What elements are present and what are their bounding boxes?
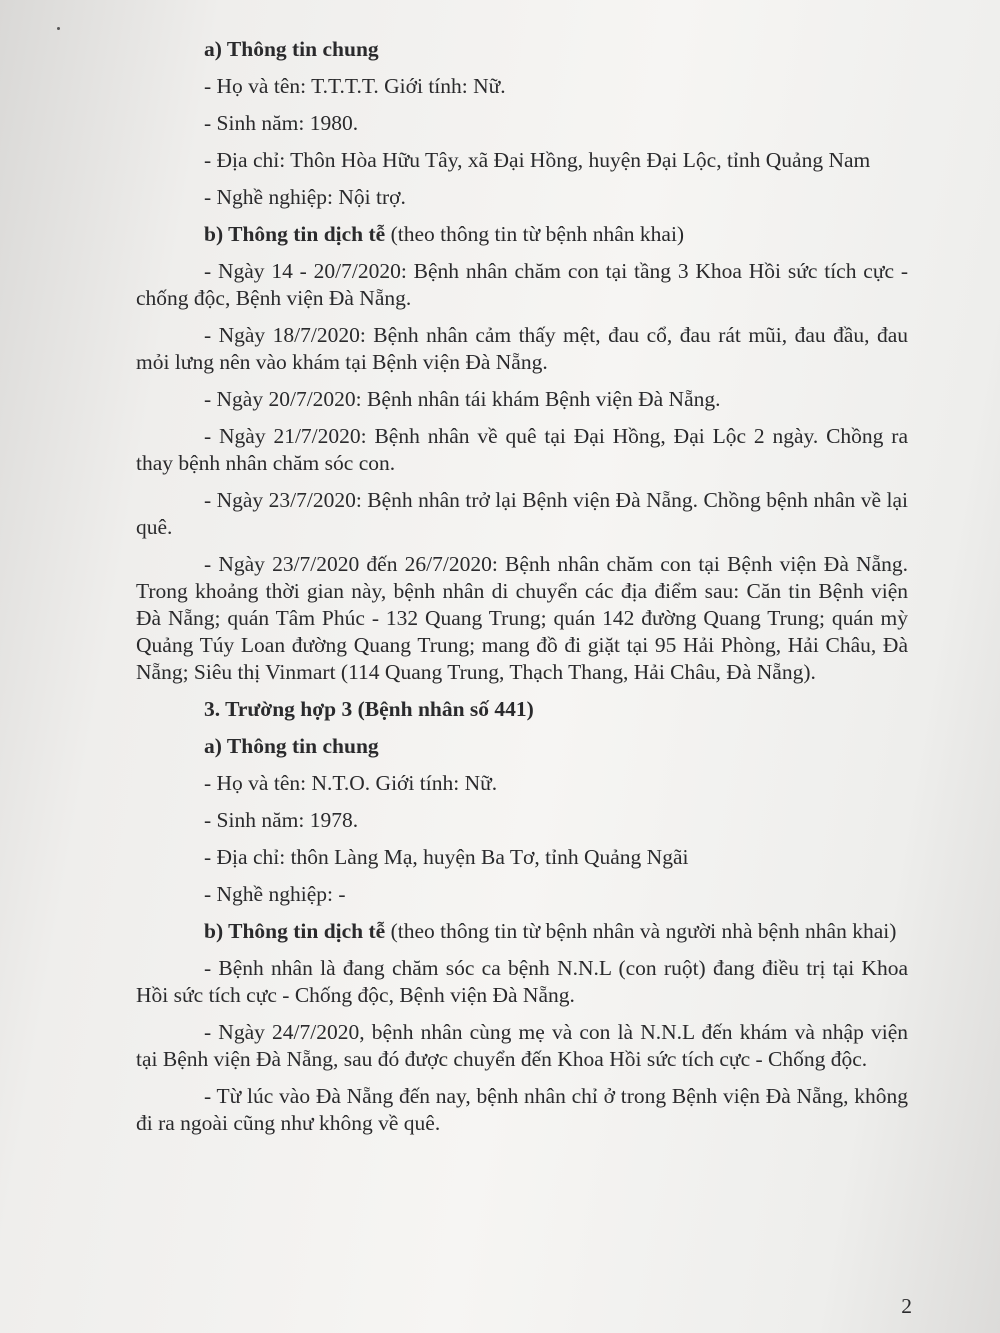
case3-epi-paragraph: - Ngày 24/7/2020, bệnh nhân cùng mẹ và con là N.N.L đến khám và nhập viện tại Bệnh viện Đà Nẵng, sau đó được chuyển đến Khoa Hồi sức tích cực - Chống độc.	[136, 1020, 908, 1071]
section-b-title-rest: (theo thông tin từ bệnh nhân và người nhà bệnh nhân khai)	[385, 919, 897, 943]
case3-epi-paragraph: - Bệnh nhân là đang chăm sóc ca bệnh N.N.L (con ruột) đang điều trị tại Khoa Hồi sức tích cực - Chống độc, Bệnh viện Đà Nẵng.	[136, 956, 908, 1007]
case2-job: - Nghề nghiệp: Nội trợ.	[204, 185, 406, 209]
case2-epi-paragraph: - Ngày 23/7/2020 đến 26/7/2020: Bệnh nhân chăm con tại Bệnh viện Đà Nẵng. Trong khoảng thời gian này, bệnh nhân di chuyển các địa điểm sau: Căn tin Bệnh viện Đà Nẵng; quán Tâm Phúc - 132 Quang Trung; quán 142 đường Quang Trung; quán mỳ Quảng Túy Loan đường Quang Trung; mang đồ đi giặt tại 95 Hải Phòng, Hải Châu, Đà Nẵng; Siêu thị Vinmart (114 Quang Trung, Thạch Thang, Hải Châu, Đà Nẵng).	[136, 552, 908, 684]
case3-birth: - Sinh năm: 1978.	[204, 808, 359, 832]
section-b-title	[136, 918, 908, 945]
section-b-title-bold: b) Thông tin dịch tễ	[204, 919, 386, 943]
case2-epi-paragraph: - Ngày 18/7/2020: Bệnh nhân cảm thấy mệt, đau cổ, đau rát mũi, đau đầu, đau mỏi lưng nên vào khám tại Bệnh viện Đà Nẵng.	[136, 323, 908, 374]
case2-birth: - Sinh năm: 1980.	[204, 111, 359, 135]
section-a-title: a) Thông tin chung	[204, 734, 379, 758]
case3-epi-paragraph: - Từ lúc vào Đà Nẵng đến nay, bệnh nhân chỉ ở trong Bệnh viện Đà Nẵng, không đi ra ngoài cũng như không về quê.	[136, 1084, 908, 1135]
section-b-title-bold: b) Thông tin dịch tễ	[204, 222, 386, 246]
page-number: 2	[901, 1294, 912, 1318]
section-b-title-rest: (theo thông tin từ bệnh nhân khai)	[385, 222, 685, 246]
case3-job: - Nghề nghiệp: -	[204, 882, 346, 906]
case2-epi-paragraph: - Ngày 21/7/2020: Bệnh nhân về quê tại Đại Hồng, Đại Lộc 2 ngày. Chồng ra thay bệnh nhân chăm sóc con.	[136, 424, 908, 475]
case3-heading: 3. Trường hợp 3 (Bệnh nhân số 441)	[204, 697, 534, 721]
case2-epi-paragraph: - Ngày 14 - 20/7/2020: Bệnh nhân chăm con tại tầng 3 Khoa Hồi sức tích cực - chống độc, Bệnh viện Đà Nẵng.	[136, 259, 908, 310]
speck	[57, 27, 60, 30]
document-body	[136, 36, 908, 1137]
case3-address: - Địa chỉ: thôn Làng Mạ, huyện Ba Tơ, tỉnh Quảng Ngãi	[204, 845, 689, 869]
section-a-title: a) Thông tin chung	[204, 37, 379, 61]
case3-name: - Họ và tên: N.T.O. Giới tính: Nữ.	[204, 771, 498, 795]
case2-address: - Địa chỉ: Thôn Hòa Hữu Tây, xã Đại Hồng, huyện Đại Lộc, tỉnh Quảng Nam	[204, 148, 871, 172]
case2-name: - Họ và tên: T.T.T.T. Giới tính: Nữ.	[204, 74, 506, 98]
case2-epi-paragraph: - Ngày 20/7/2020: Bệnh nhân tái khám Bệnh viện Đà Nẵng.	[204, 387, 721, 411]
section-b-title	[136, 221, 908, 248]
case2-epi-paragraph: - Ngày 23/7/2020: Bệnh nhân trở lại Bệnh viện Đà Nẵng. Chồng bệnh nhân về lại quê.	[136, 488, 908, 539]
